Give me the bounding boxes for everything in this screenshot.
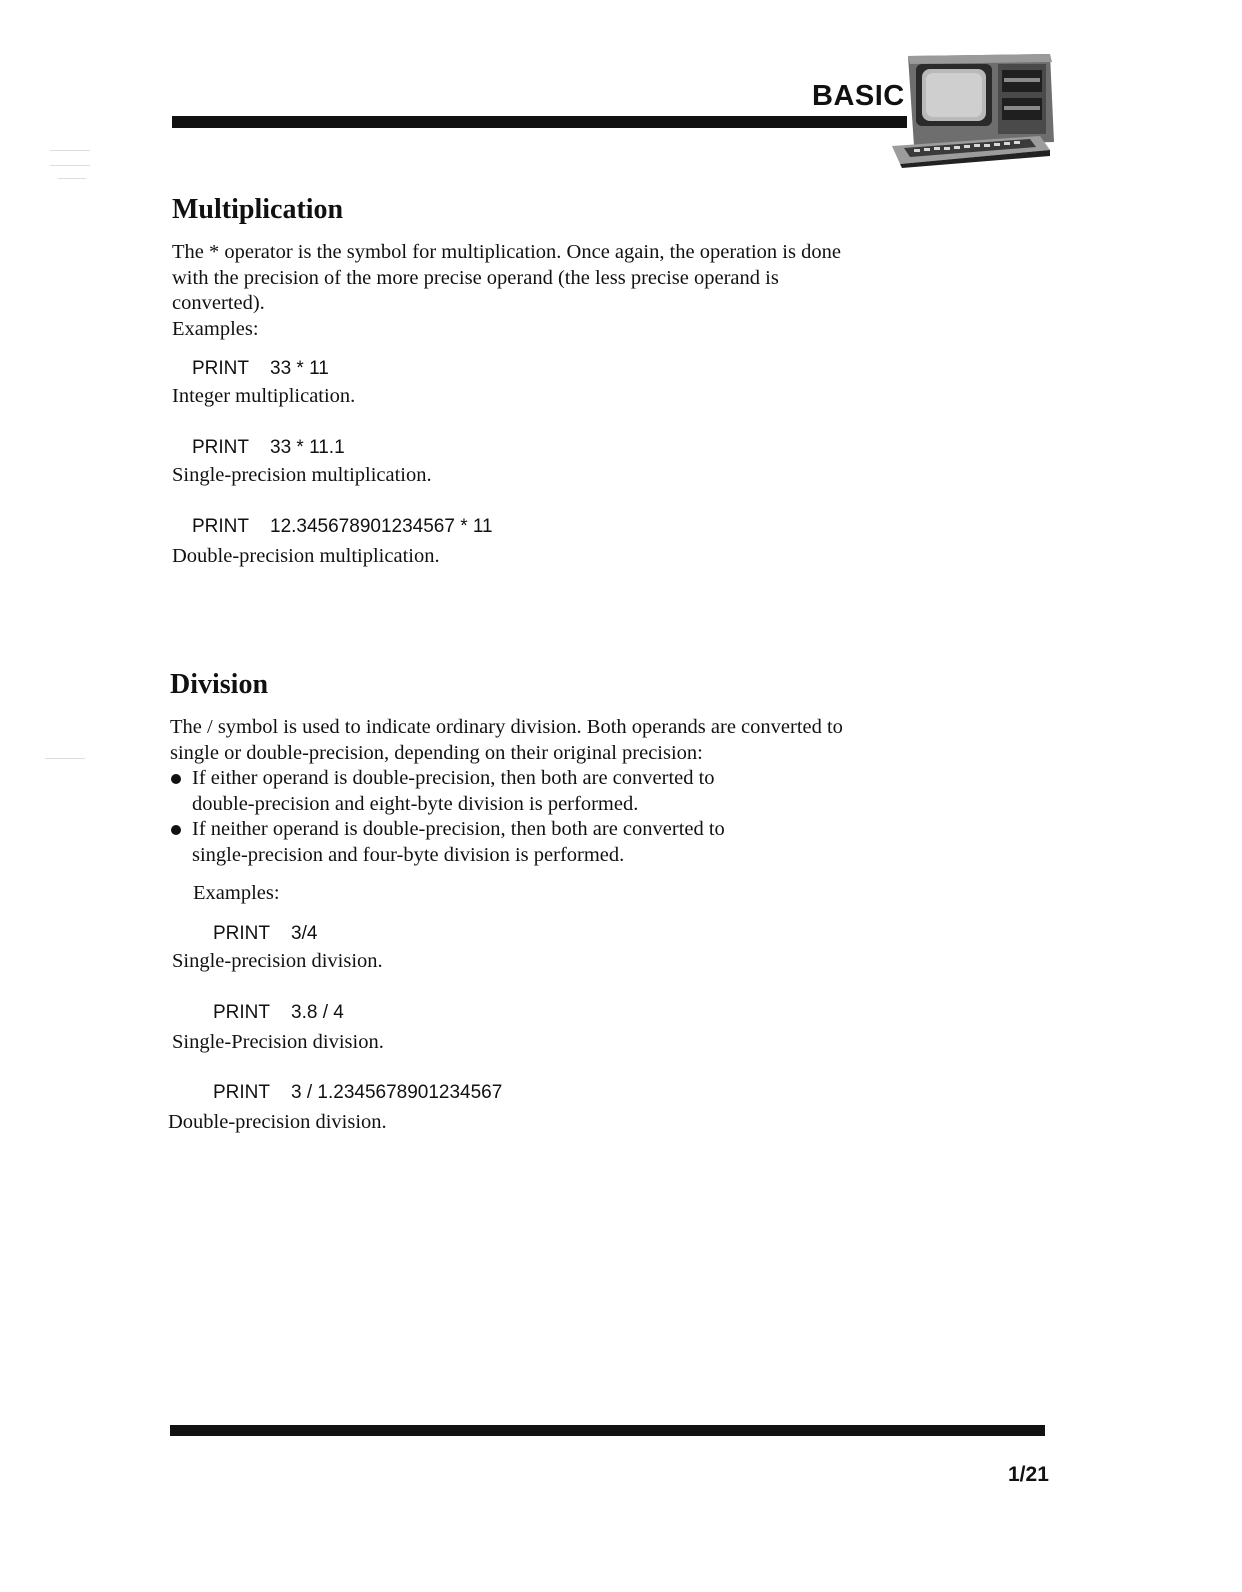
multiplication-intro xyxy=(172,240,872,342)
margin-mark xyxy=(50,165,90,166)
division-intro xyxy=(170,715,870,766)
code-expression: 3/4 xyxy=(291,923,318,944)
code-example xyxy=(213,1002,344,1024)
code-example xyxy=(213,1082,502,1104)
intro-line: with the precision of the more precise operand (the less precise operand is xyxy=(172,266,779,289)
bullet-list xyxy=(170,766,870,868)
bullet-line: If either operand is double-precision, then both are converted to xyxy=(192,767,715,789)
chapter-title: BASIC xyxy=(812,80,905,112)
code-example xyxy=(192,437,345,459)
code-example xyxy=(213,923,317,945)
code-expression: 12.345678901234567 * 11 xyxy=(270,516,493,537)
intro-line: converted). xyxy=(172,292,265,314)
bullet-icon xyxy=(171,774,181,784)
list-item xyxy=(170,766,870,817)
example-description: Double-precision division. xyxy=(168,1111,387,1133)
trs80-computer-icon xyxy=(890,50,1058,168)
code-keyword: PRINT xyxy=(213,923,270,944)
bullet-icon xyxy=(171,825,181,835)
examples-label: Examples: xyxy=(172,317,259,340)
code-keyword: PRINT xyxy=(192,358,249,379)
list-item xyxy=(170,817,870,868)
code-keyword: PRINT xyxy=(192,516,249,537)
examples-label: Examples: xyxy=(193,882,280,904)
intro-line: single or double-precision, depending on their original precision: xyxy=(170,741,703,764)
bullet-line: single-precision and four-byte division is performed. xyxy=(192,843,625,866)
code-keyword: PRINT xyxy=(213,1082,270,1103)
code-expression: 3 / 1.2345678901234567 xyxy=(291,1082,503,1103)
example-description: Integer multiplication. xyxy=(172,385,356,407)
margin-mark xyxy=(58,178,86,179)
section-heading-division: Division xyxy=(170,669,269,700)
intro-line: The / symbol is used to indicate ordinary division. Both operands are converted to xyxy=(170,716,843,738)
example-description: Single-precision division. xyxy=(172,950,383,972)
code-example xyxy=(192,358,329,380)
code-expression: 33 * 11 xyxy=(270,358,329,379)
bullet-line: double-precision and eight-byte division is performed. xyxy=(192,792,639,815)
example-description: Single-precision multiplication. xyxy=(172,464,432,486)
margin-mark xyxy=(50,150,90,151)
header-rule xyxy=(172,116,907,128)
code-keyword: PRINT xyxy=(213,1002,270,1023)
bullet-line: If neither operand is double-precision, then both are converted to xyxy=(192,818,725,840)
code-keyword: PRINT xyxy=(192,437,249,458)
example-description: Double-precision multiplication. xyxy=(172,545,440,567)
code-example xyxy=(192,516,493,538)
example-description: Single-Precision division. xyxy=(172,1031,384,1053)
section-heading-multiplication: Multiplication xyxy=(172,194,344,225)
intro-line: The * operator is the symbol for multiplication. Once again, the operation is done xyxy=(172,241,841,263)
margin-mark xyxy=(45,758,85,759)
footer-rule xyxy=(170,1425,1045,1436)
code-expression: 3.8 / 4 xyxy=(291,1002,344,1023)
code-expression: 33 * 11.1 xyxy=(270,437,345,458)
page-number: 1/21 xyxy=(1008,1463,1049,1486)
